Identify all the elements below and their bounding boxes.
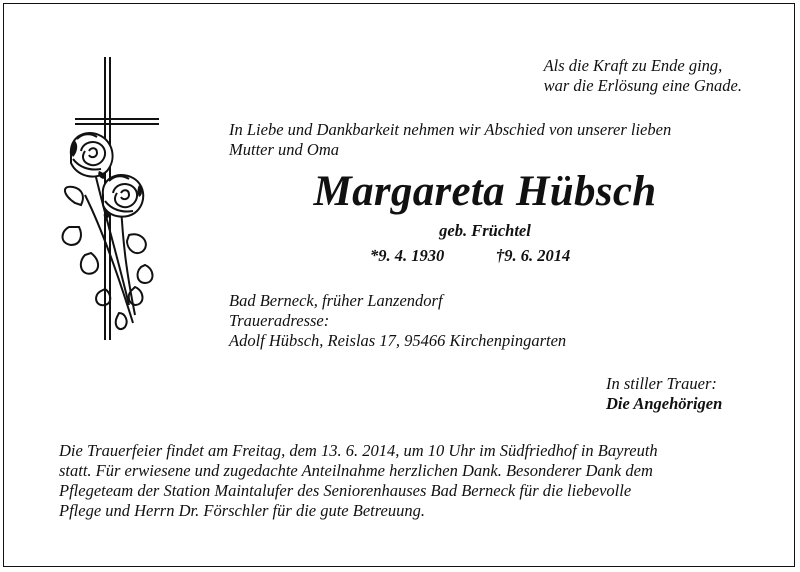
funeral-line: Pflegeteam der Station Maintalufer des Seniorenhauses Bad Berneck für die liebevolle bbox=[59, 481, 632, 500]
funeral-line: Die Trauerfeier findet am Freitag, dem 13. 6. 2014, um 10 Uhr im Südfriedhof in Bayreuth bbox=[59, 441, 658, 460]
funeral-line: Pflege und Herrn Dr. Förschler für die gute Betreuung. bbox=[59, 501, 425, 520]
intro-line: In Liebe und Dankbarkeit nehmen wir Abschied von unserer lieben bbox=[229, 120, 672, 139]
funeral-info bbox=[59, 441, 658, 521]
address-block bbox=[229, 291, 566, 351]
motto bbox=[544, 56, 742, 96]
address-line: Bad Berneck, früher Lanzendorf bbox=[229, 291, 443, 310]
intro-text bbox=[229, 120, 671, 160]
address-line: Traueradresse: bbox=[229, 311, 330, 330]
mourners-name: Die Angehörigen bbox=[606, 394, 723, 413]
birth-name: geb. Früchtel bbox=[439, 221, 531, 240]
motto-line: war die Erlösung eine Gnade. bbox=[543, 76, 742, 95]
address-line: Adolf Hübsch, Reislas 17, 95466 Kirchenpingarten bbox=[229, 331, 567, 350]
mourners-signature bbox=[606, 374, 722, 414]
motto-line: Als die Kraft zu Ende ging, bbox=[543, 56, 723, 75]
death-date: †9. 6. 2014 bbox=[496, 246, 571, 265]
intro-line: Mutter und Oma bbox=[229, 140, 339, 159]
birth-date: *9. 4. 1930 bbox=[370, 246, 445, 265]
funeral-line: statt. Für erwiesene und zugedachte Anteilnahme herzlichen Dank. Besonderer Dank dem bbox=[59, 461, 653, 480]
mourners-line: In stiller Trauer: bbox=[606, 374, 717, 393]
deceased-name: Margareta Hübsch bbox=[313, 168, 657, 215]
